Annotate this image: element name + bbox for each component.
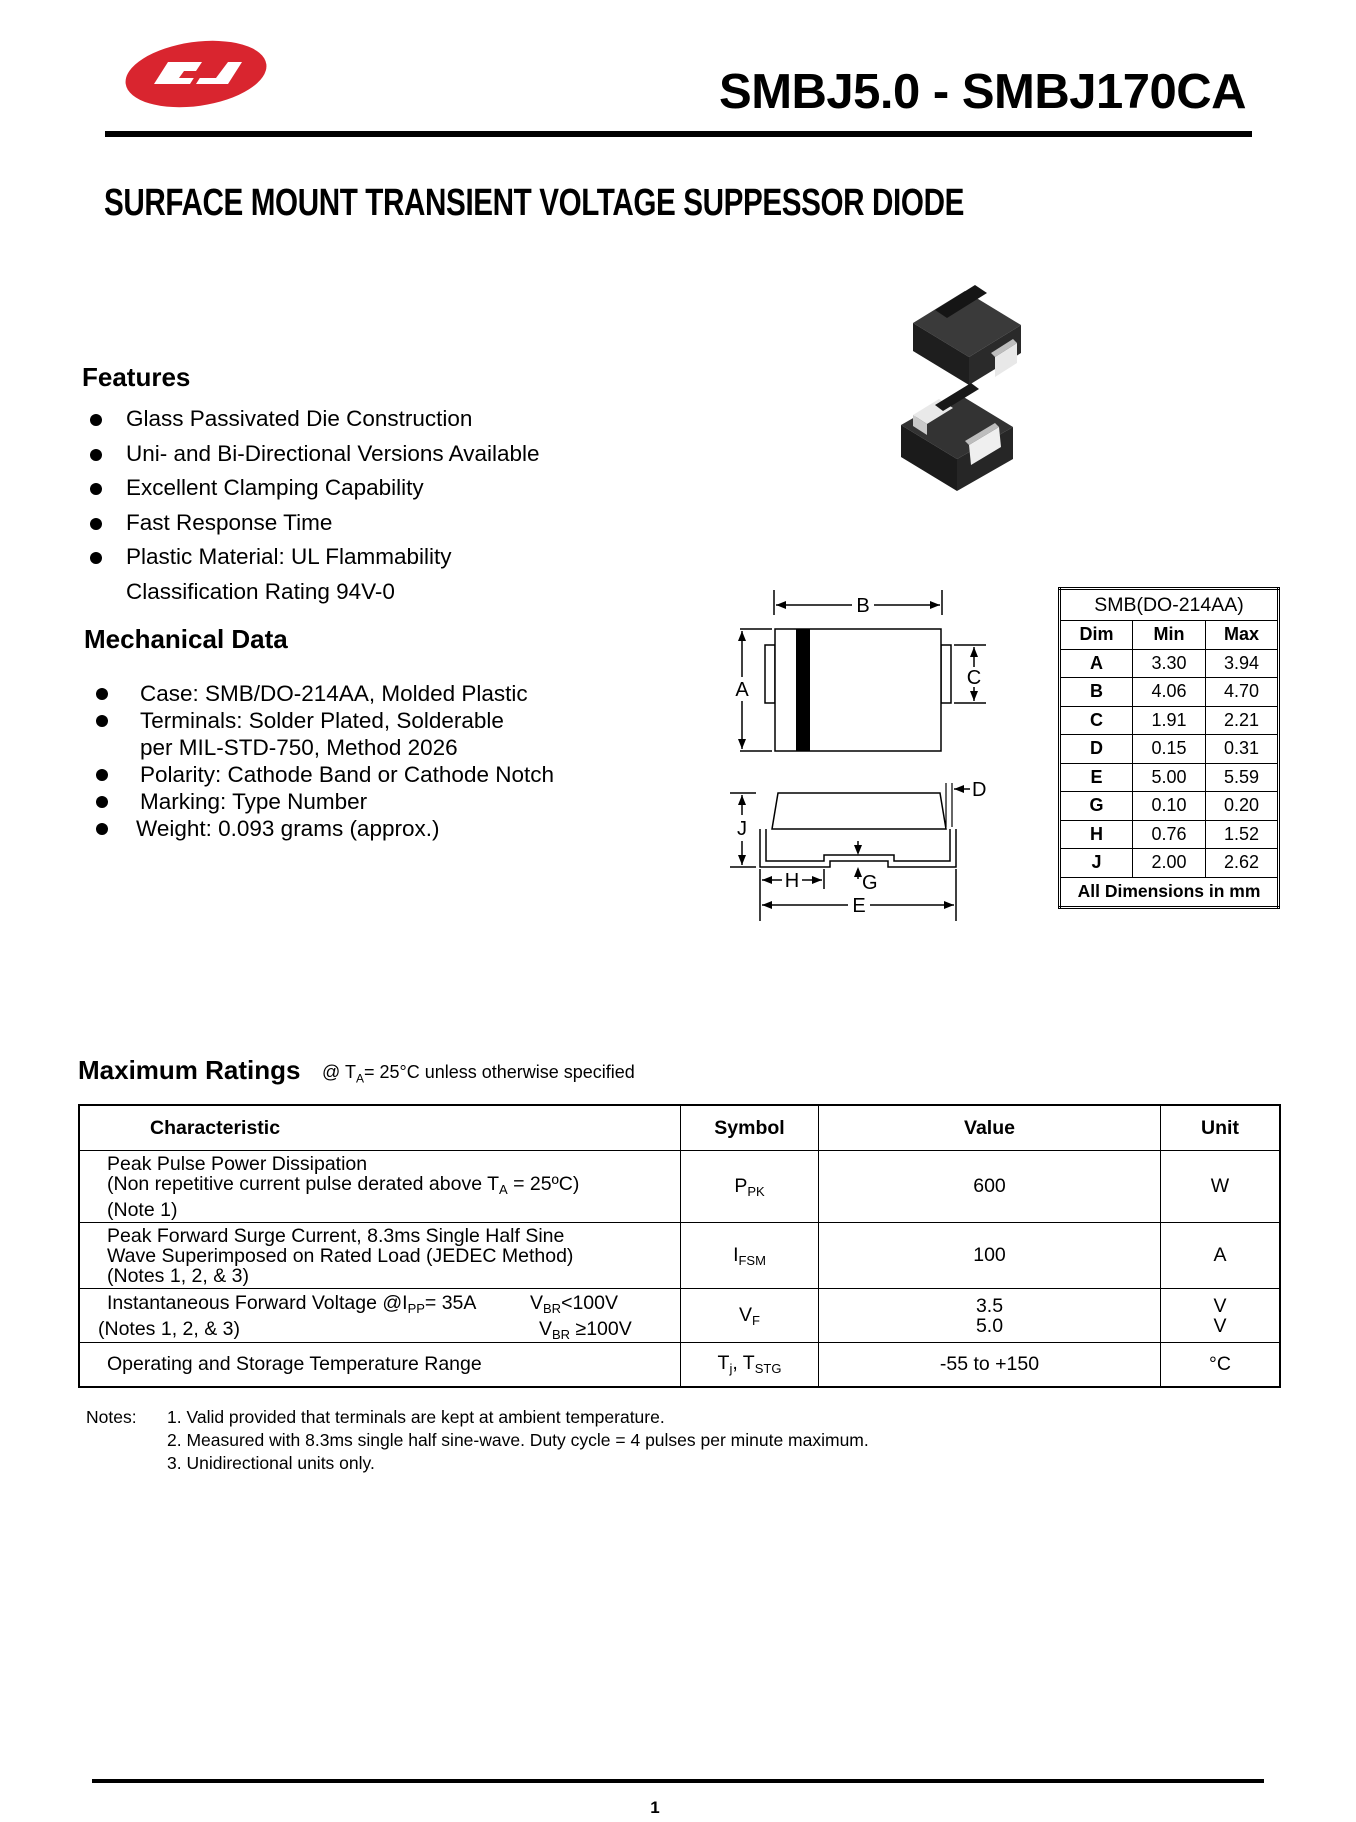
characteristic-cell: Instantaneous Forward Voltage $@I_{PP}= 35A$ $V_{BR}<100V$ (Notes 1, 2, & 3) $V_{BR} \ge 100V$ [79,1289,681,1343]
value-cell: 3.5 5.0 [819,1289,1161,1343]
dim-label-A: A [735,679,749,701]
bullet-icon [96,796,108,808]
dimensions-table-caption: SMB(DO-214AA) [1060,589,1279,621]
column-header: Max [1205,621,1278,650]
table-row: J 2.00 2.62 [1060,849,1279,878]
characteristic-cell: Peak Pulse Power Dissipation (Non repetitive current pulse derated above $T_A$ = 25ºC) (Note 1) [79,1151,681,1223]
ratings-condition: @ $T_A= 25^\circ C$ unless otherwise specified [322,1062,635,1086]
maximum-ratings-heading: Maximum Ratings [78,1055,301,1085]
list-item: Glass Passivated Die Construction [90,402,540,437]
bullet-icon [90,518,102,530]
package-photo [895,285,1055,503]
characteristic-cell: Peak Forward Surge Current, 8.3ms Single Half Sine Wave Superimposed on Rated Load (JEDEC Method) (Notes 1, 2, & 3) [79,1223,681,1289]
mechanical-data-heading: Mechanical Data [84,624,288,654]
bullet-icon [90,483,102,495]
dim-label-E: E [852,895,866,917]
symbol-cell: $V_F$ [681,1289,819,1343]
package-outline-diagram [720,585,1000,925]
page-number: 1 [650,1798,660,1817]
table-row [79,1223,1280,1289]
column-header-value: Value [819,1105,1161,1151]
list-item: Fast Response Time [90,506,540,541]
bullet-icon [90,414,102,426]
features-heading: Features [82,362,191,392]
column-header: Dim [1060,621,1133,650]
table-row: E 5.00 5.59 [1060,763,1279,792]
dim-label-D: D [972,779,987,801]
list-item-continuation: per MIL-STD-750, Method 2026 [140,735,458,760]
table-row: B 4.06 4.70 [1060,678,1279,707]
features-list [90,402,540,609]
bullet-icon [96,823,108,835]
list-item: Marking: Type Number [94,788,554,815]
footer-divider [92,1779,1264,1783]
table-row [79,1343,1280,1387]
part-number-title: SMBJ5.0 - SMBJ170CA [719,65,1246,119]
mechanical-data-list [94,680,554,842]
dim-label-C: C [966,667,982,689]
column-header-characteristic: Characteristic [79,1105,681,1151]
notes-label: Notes: [86,1407,137,1427]
list-item: Terminals: Solder Plated, Solderable [94,707,554,734]
list-item-continuation: Classification Rating 94V-0 [126,578,395,604]
table-row: H 0.76 1.52 [1060,820,1279,849]
list-item: Plastic Material: UL Flammability [90,540,540,575]
dimensions-table-footer: All Dimensions in mm [1060,877,1279,907]
column-header-unit: Unit [1161,1105,1281,1151]
list-item: Weight: 0.093 grams (approx.) [90,815,554,842]
dim-label-B: B [856,595,870,617]
bullet-icon [90,552,102,564]
unit-cell: V V [1161,1289,1281,1343]
symbol-cell: $I_{FSM}$ [681,1223,819,1289]
unit-cell: °C [1161,1343,1281,1387]
dim-label-J: J [737,818,747,840]
list-item: Case: SMB/DO-214AA, Molded Plastic [94,680,554,707]
company-logo [124,40,268,108]
note-item: 1. Valid provided that terminals are kept at ambient temperature. [167,1407,665,1427]
bullet-icon [96,688,108,700]
characteristic-cell: Operating and Storage Temperature Range [79,1343,681,1387]
maximum-ratings-table [78,1104,1281,1388]
table-row [79,1289,1280,1343]
dimensions-table [1058,587,1280,909]
notes [86,1406,986,1478]
bullet-icon [96,769,108,781]
symbol-cell: $P_{PK}$ [681,1151,819,1223]
bullet-icon [96,715,108,727]
list-item: Excellent Clamping Capability [90,471,540,506]
column-header-symbol: Symbol [681,1105,819,1151]
list-item: Uni- and Bi-Directional Versions Available [90,437,540,472]
dim-label-H: H [784,870,800,892]
value-cell: -55 to +150 [819,1343,1161,1387]
note-item: 2. Measured with 8.3ms single half sine-wave. Duty cycle = 4 pulses per minute maximum. [167,1430,869,1450]
unit-cell: W [1161,1151,1281,1223]
table-row: D 0.15 0.31 [1060,735,1279,764]
table-row: A 3.30 3.94 [1060,649,1279,678]
header-divider [105,131,1252,137]
note-item: 3. Unidirectional units only. [167,1453,375,1473]
table-row: G 0.10 0.20 [1060,792,1279,821]
symbol-cell: $T_j$, $T_{STG}$ [681,1343,819,1387]
document-subtitle: SURFACE MOUNT TRANSIENT VOLTAGE SUPPESSOR DIODE [104,182,964,224]
table-row [79,1151,1280,1223]
value-cell: 600 [819,1151,1161,1223]
list-item: Polarity: Cathode Band or Cathode Notch [94,761,554,788]
bullet-icon [90,449,102,461]
value-cell: 100 [819,1223,1161,1289]
table-row: C 1.91 2.21 [1060,706,1279,735]
dim-label-G: G [862,872,878,894]
column-header: Min [1132,621,1205,650]
unit-cell: A [1161,1223,1281,1289]
